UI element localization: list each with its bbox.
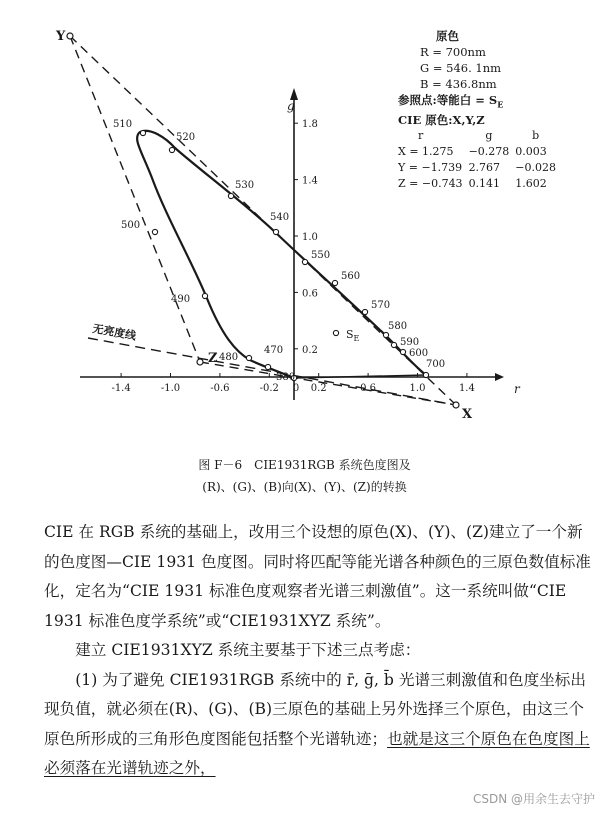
wavelength-point (273, 229, 278, 234)
primaries-info (398, 28, 598, 192)
wavelength-point (391, 342, 396, 347)
y-tick-label: 1.0 (302, 232, 318, 243)
wavelength-point (169, 147, 174, 152)
x-tick-label: 1.4 (458, 383, 475, 394)
x-tick-label: 0.6 (360, 383, 377, 394)
wavelength-label: 540 (270, 212, 290, 223)
wavelength-label: 490 (171, 294, 191, 305)
x-tick-label: 0 (292, 383, 300, 394)
figure-caption-line-1: 图 F－6 CIE1931RGB 系统色度图及 (198, 458, 411, 472)
y-tick-label: 0.6 (302, 288, 318, 300)
cie-primaries-line: CIE 原色:X,Y,Z (398, 113, 485, 128)
wavelength-label: 520 (176, 132, 196, 143)
y-tick-label: 0.2 (302, 344, 318, 356)
y-tick-label: 1.4 (302, 175, 318, 187)
paragraph-3-text: (1) 为了避免 CIE1931RGB 系统中的 r̄, ḡ, b̄ 光谱三刺激值和色度坐标出现负值，就必须在(R)、(G)、(B)三原色的基础上另外选择三个原色，由这三个原色所形成的三角形色度图能包括整个光谱轨迹； (44, 670, 586, 748)
wavelength-label: 570 (371, 300, 391, 311)
table-row: Y = −1.739 2.767 −0.028 (398, 161, 556, 175)
wavelength-label: 550 (311, 250, 331, 261)
info-title: 原色 (436, 29, 459, 43)
wavelength-point (152, 229, 157, 234)
x-tick-label: 0.2 (310, 383, 327, 394)
body-text (44, 518, 594, 784)
wavelength-point (400, 349, 405, 354)
table-row: Z = −0.743 0.141 1.602 (398, 177, 547, 191)
paragraph-3-underlined: 也就是这三个原色在色度图上必须落在光谱轨迹之外， (44, 729, 590, 777)
watermark: CSDN @用余生去守护 (472, 792, 595, 806)
wavelength-point (332, 280, 337, 285)
spectral-locus (137, 131, 429, 378)
wavelength-point (362, 309, 367, 314)
r-axis-arrow (495, 373, 504, 381)
equal-energy-label: $S_E$ (346, 328, 360, 343)
table-header-r: r (418, 129, 424, 143)
x-tick-label: 1.0 (409, 383, 426, 394)
figure-caption-line-2: (R)、(G)、(B)向(X)、(Y)、(Z)的转换 (202, 480, 407, 494)
r-axis-label: r (514, 382, 520, 396)
table-row: X = 1.275 −0.278 0.003 (398, 145, 547, 159)
wavelength-point (202, 293, 207, 298)
r-primary-line: R = 700nm (420, 45, 486, 59)
g-axis-label: g (287, 99, 295, 113)
wavelength-label: 560 (341, 271, 361, 282)
paragraph-2: 建立 CIE1931XYZ 系统主要基于下述三点考虑： (75, 641, 421, 659)
g-primary-line: G = 546. 1nm (420, 61, 502, 75)
table-header-b: b (532, 129, 540, 143)
y-ticks (294, 119, 318, 356)
wavelength-point (246, 355, 251, 360)
table-header-g: g (485, 129, 493, 143)
wavelength-label: 500 (121, 220, 141, 231)
b-primary-line: B = 436.8nm (420, 77, 497, 91)
wavelength-label: 580 (388, 321, 408, 332)
wavelength-point (265, 364, 270, 369)
paragraph-3 (44, 666, 594, 784)
wavelength-point (140, 130, 145, 135)
reference-text: 参照点:等能白 = S (398, 93, 498, 107)
alychne-label: 无亮度线 (91, 322, 138, 343)
wavelength-point (423, 372, 428, 377)
x-tick-label: -0.6 (210, 383, 230, 394)
paragraph-1: CIE 在 RGB 系统的基础上，改用三个设想的原色(X)、(Y)、(Z)建立了一个新的色度图—CIE 1931 色度图。同时将匹配等能光谱各种颜色的三原色数值标准化，定名为“CIE 1931 标准色度观察者光谱三刺激值”。这一系统叫做“CIE 1931 标准色度学系统”或“CIE1931XYZ 系统”。 (44, 523, 591, 630)
x-primary-point (453, 402, 459, 408)
wavelength-label: 510 (113, 119, 133, 130)
wavelength-label: 700 (426, 359, 446, 370)
x-tick-label: -1.4 (111, 383, 131, 394)
x-primary-label: X (462, 407, 473, 422)
wavelength-label: 380 (276, 372, 296, 383)
reference-sub: E (497, 99, 504, 110)
y-primary-point (67, 33, 73, 39)
wavelength-label: 530 (235, 180, 255, 191)
wavelength-label: 590 (400, 337, 420, 348)
wavelength-point (302, 259, 307, 264)
equal-energy-point (333, 330, 338, 335)
z-primary-point (197, 359, 203, 365)
wavelength-point (383, 332, 388, 337)
x-tick-label: -0.2 (259, 383, 279, 394)
wavelength-markers (113, 119, 445, 383)
reference-point-line (398, 92, 598, 112)
z-primary-label: Z (208, 351, 218, 366)
primaries-table (398, 128, 562, 192)
y-tick-label: 1.8 (302, 119, 318, 131)
wavelength-label: 470 (264, 345, 284, 356)
x-tick-label: -1.0 (160, 383, 181, 394)
wavelength-point (228, 193, 233, 198)
yz-triangle-edge (70, 36, 200, 362)
wavelength-label: 480 (219, 352, 239, 363)
y-primary-label: Y (56, 29, 66, 44)
wavelength-label: 600 (409, 348, 429, 359)
